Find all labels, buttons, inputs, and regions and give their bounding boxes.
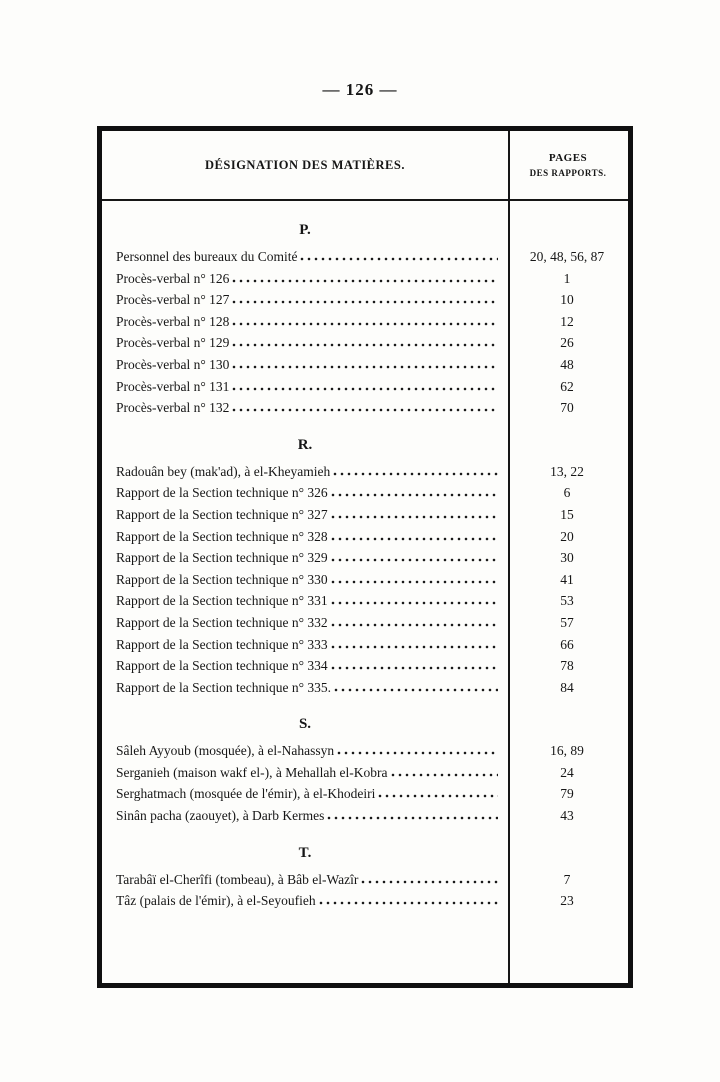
column-header-pages-line1: PAGES [548, 151, 588, 164]
dotted-leader [232, 365, 498, 369]
entry-label: Serganieh (maison wakf el-), à Mehallah el-Kobra [116, 764, 388, 780]
entry-label: Personnel des bureaux du Comité [116, 249, 298, 264]
column-header-pages [508, 131, 628, 199]
table-row [102, 357, 628, 379]
entry-pages: 16, 89 [550, 743, 584, 759]
entry-label: Procès-verbal n° 132 [116, 400, 230, 416]
entry-label: Sâleh Ayyoub (mosquée), à el-Nahassyn [116, 743, 335, 759]
entry-pages: 1 [563, 270, 571, 286]
table-row [102, 808, 628, 830]
dotted-leader [232, 279, 498, 283]
table-body [102, 201, 628, 915]
index-table [97, 126, 633, 988]
dotted-leader [232, 322, 498, 326]
entry-label: Sinân pacha (zaouyet), à Darb Kermes [116, 808, 325, 824]
entry-label: Rapport de la Section technique n° 326 [116, 485, 328, 501]
entry-label: Rapport de la Section technique n° 332 [116, 614, 328, 630]
entry-label: Rapport de la Section technique n° 331 [116, 593, 328, 609]
entry-label: Rapport de la Section technique n° 333 [116, 636, 328, 652]
entry-pages: 79 [560, 786, 574, 802]
entry-pages: 12 [560, 313, 574, 329]
dotted-leader [331, 645, 498, 649]
table-row [102, 314, 628, 336]
dotted-leader [300, 257, 498, 261]
table-row [102, 572, 628, 594]
table-row [102, 593, 628, 615]
table-inner [102, 131, 628, 983]
entry-label: Procès-verbal n° 126 [116, 270, 230, 286]
dotted-leader [232, 387, 498, 391]
entry-pages: 20, 48, 56, 87 [529, 249, 605, 264]
dotted-leader [232, 343, 498, 347]
page-number-header: — 126 — [322, 80, 398, 99]
entry-label: Tâz (palais de l'émir), à el-Seyoufieh [116, 893, 316, 909]
entry-pages: 24 [560, 764, 574, 780]
section-title: P. [299, 222, 311, 238]
table-row [102, 893, 628, 915]
table-row [102, 743, 628, 765]
dotted-leader [391, 773, 498, 777]
column-header-designation: DÉSIGNATION DES MATIÈRES. [205, 157, 405, 172]
entry-pages: 41 [560, 571, 574, 587]
entry-pages: 70 [560, 400, 574, 416]
entry-label: Procès-verbal n° 129 [116, 335, 230, 351]
entry-label: Serghatmach (mosquée de l'émir), à el-Khodeiri [116, 786, 376, 802]
table-row [102, 529, 628, 551]
dotted-leader [331, 601, 498, 605]
entry-label: Procès-verbal n° 128 [116, 313, 230, 329]
dotted-leader [232, 408, 498, 412]
entry-label: Rapport de la Section technique n° 328 [116, 528, 328, 544]
entry-label: Rapport de la Section technique n° 330 [116, 571, 328, 587]
table-row [102, 615, 628, 637]
table-row [102, 786, 628, 808]
section-title: R. [297, 436, 313, 453]
entry-pages: 48 [560, 356, 574, 372]
dotted-leader [331, 666, 498, 670]
section-title: S. [298, 716, 312, 733]
entry-pages: 23 [560, 893, 574, 909]
dotted-leader [331, 493, 498, 497]
table-row [102, 550, 628, 572]
entry-pages: 10 [560, 292, 574, 308]
entry-pages: 7 [563, 871, 571, 887]
entry-pages: 6 [563, 485, 571, 501]
table-row [102, 485, 628, 507]
dotted-leader [331, 558, 498, 562]
dotted-leader [337, 751, 498, 755]
entry-label: Tarabâï el-Cherîfi (tombeau), à Bâb el-Wazîr [116, 871, 359, 887]
entry-label: Radouân bey (mak'ad), à el-Kheyamieh [116, 463, 331, 479]
entry-pages: 57 [560, 614, 574, 630]
table-row [102, 658, 628, 680]
entry-pages: 66 [560, 636, 574, 652]
entry-pages: 43 [560, 808, 574, 824]
table-row [102, 292, 628, 314]
dotted-leader [327, 816, 498, 820]
table-row [102, 872, 628, 894]
table-row [102, 464, 628, 486]
dotted-leader [331, 537, 498, 541]
dotted-leader [331, 623, 498, 627]
entry-pages: 20 [560, 528, 574, 544]
table-row [102, 271, 628, 293]
entry-pages: 62 [560, 378, 574, 394]
entry-pages: 26 [560, 335, 574, 351]
table-row [102, 335, 628, 357]
table-row [102, 680, 628, 702]
dotted-leader [232, 300, 498, 304]
dotted-leader [319, 901, 498, 905]
entry-pages: 13, 22 [550, 463, 584, 479]
entry-label: Procès-verbal n° 127 [116, 292, 230, 308]
entry-label: Rapport de la Section technique n° 334 [116, 658, 328, 674]
entry-label: Rapport de la Section technique n° 335. [116, 679, 331, 695]
entry-pages: 78 [560, 658, 574, 674]
dotted-leader [334, 688, 498, 692]
entry-pages: 53 [560, 593, 574, 609]
dotted-leader [378, 794, 498, 798]
table-row [102, 637, 628, 659]
table-row [102, 379, 628, 401]
table-header-row [102, 131, 628, 201]
table-row [102, 765, 628, 787]
section-title: T. [298, 844, 312, 861]
dotted-leader [331, 580, 498, 584]
entry-label: Rapport de la Section technique n° 327 [116, 506, 328, 522]
column-header-pages-line2: DES RAPPORTS. [529, 167, 607, 178]
entry-pages: 15 [560, 506, 574, 522]
table-row [102, 400, 628, 422]
entry-pages: 30 [560, 550, 574, 566]
entry-label: Rapport de la Section technique n° 329 [116, 550, 328, 566]
table-row [102, 249, 628, 271]
entry-pages: 84 [560, 679, 574, 695]
dotted-leader [361, 880, 498, 884]
entry-label: Procès-verbal n° 131 [116, 378, 230, 394]
table-row [102, 507, 628, 529]
dotted-leader [333, 472, 498, 476]
entry-label: Procès-verbal n° 130 [116, 356, 230, 372]
dotted-leader [331, 515, 498, 519]
column-divider-rule [508, 131, 510, 983]
